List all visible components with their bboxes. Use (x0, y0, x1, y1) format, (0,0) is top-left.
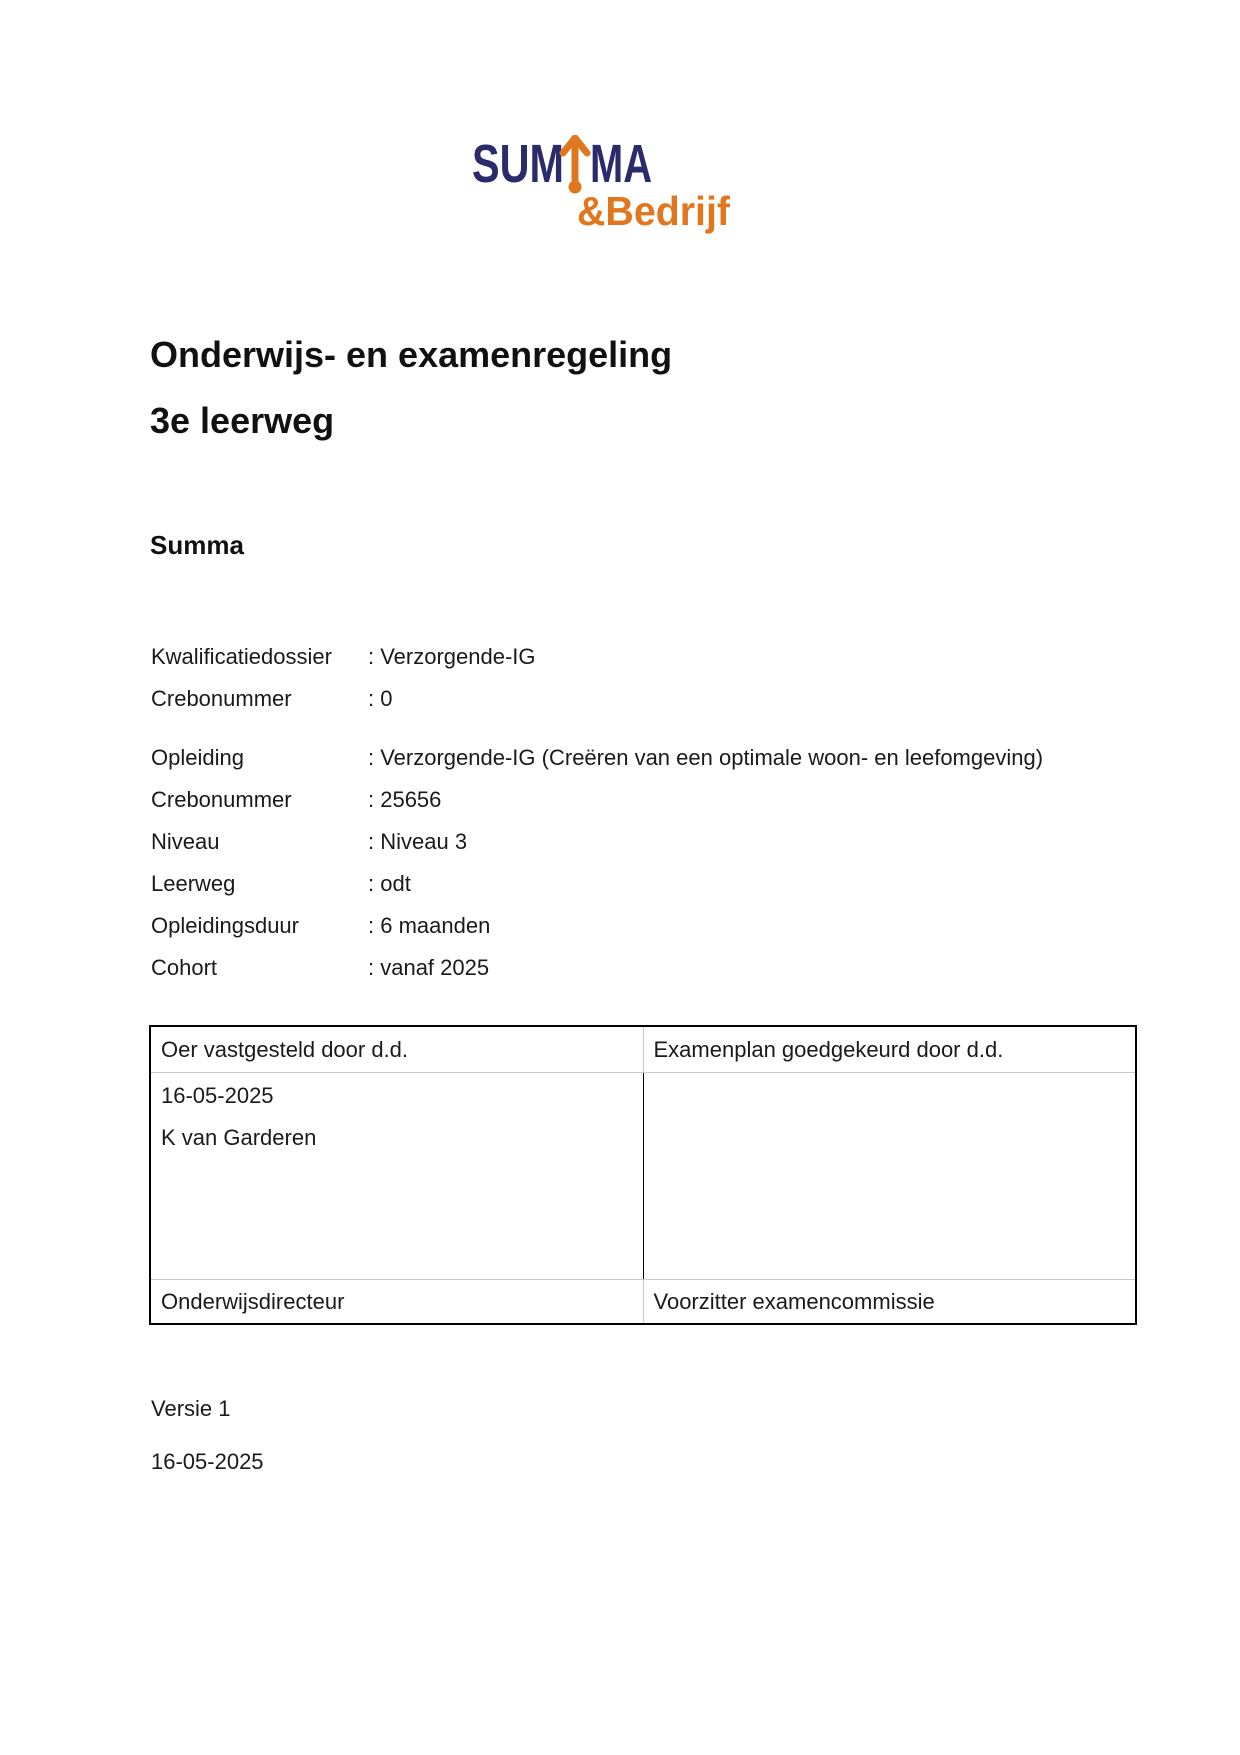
field-row (151, 779, 1140, 821)
field-label: Niveau (151, 829, 220, 854)
logo-arrow-icon (563, 138, 587, 194)
approval-table (149, 1025, 1137, 1325)
table-body-cell-left (150, 1073, 643, 1280)
field-label: Crebonummer (151, 787, 292, 812)
field-row (151, 737, 1140, 779)
field-label: Kwalificatiedossier (151, 644, 332, 669)
table-footer-row (150, 1280, 1136, 1325)
field-value: : 25656 (368, 787, 442, 812)
field-row (151, 947, 1140, 989)
logo-graphic (470, 135, 730, 235)
table-footer-cell-voorzitter: Voorzitter examencommissie (653, 1288, 935, 1314)
opleiding-fields (151, 737, 1140, 989)
field-value: : 6 maanden (368, 913, 491, 938)
table-header-cell-oer: Oer vastgesteld door d.d. (150, 1026, 643, 1073)
table-body-row (150, 1073, 1136, 1280)
logo-word-ma: MA (590, 135, 652, 194)
summa-bedrijf-logo (470, 135, 730, 235)
table-footer-cell-onderwijsdirecteur: Onderwijsdirecteur (150, 1280, 643, 1325)
field-label: Cohort (151, 955, 218, 980)
field-label: Crebonummer (151, 686, 292, 711)
field-row (151, 678, 1140, 720)
field-label: Opleidingsduur (151, 913, 299, 938)
version-label: Versie 1 (151, 1396, 231, 1421)
field-value: : 0 (368, 686, 393, 711)
document-title-line1: Onderwijs- en examenregeling (150, 334, 673, 375)
table-header-row (150, 1026, 1136, 1073)
approval-date: 16-05-2025 (161, 1083, 274, 1108)
field-label: Leerweg (151, 871, 236, 896)
logo-word-sum: SUM (472, 135, 564, 194)
dossier-fields (151, 636, 1140, 720)
field-value: : vanaf 2025 (368, 955, 490, 980)
table-body-cell-right (643, 1073, 1136, 1280)
document-title-line2: 3e leerweg (150, 400, 335, 441)
field-row (151, 636, 1140, 678)
field-row (151, 863, 1140, 905)
approver-name: K van Garderen (161, 1125, 317, 1150)
table-header-cell-examenplan: Examenplan goedgekeurd door d.d. (643, 1026, 1136, 1073)
section-heading: Summa (150, 530, 244, 560)
field-value: : Niveau 3 (368, 829, 468, 854)
field-label: Opleiding (151, 745, 244, 770)
field-value: : Verzorgende-IG (Creëren van een optimale woon- en leefomgeving) (368, 745, 1044, 770)
field-value: : Verzorgende-IG (368, 644, 536, 669)
field-value: : odt (368, 871, 411, 896)
field-row (151, 905, 1140, 947)
field-row (151, 821, 1140, 863)
version-date: 16-05-2025 (151, 1449, 264, 1474)
logo-tagline: &Bedrijf (577, 188, 730, 234)
